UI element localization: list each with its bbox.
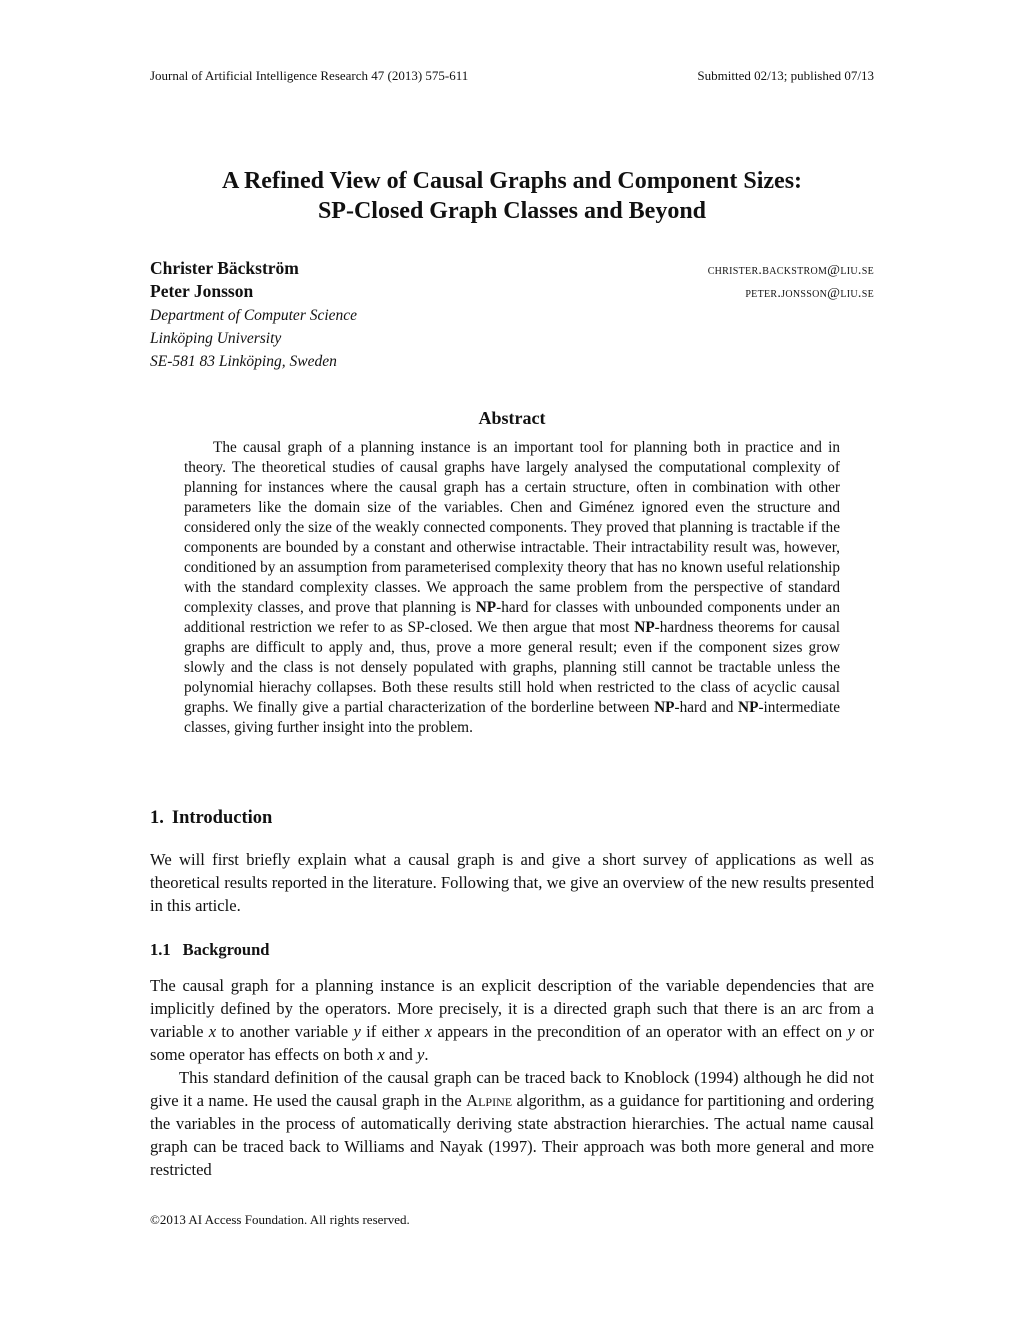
- body-text: appears in the precondition of an operator with an effect on: [432, 1022, 848, 1041]
- abstract-text: -hardness theorems for causal graphs are difficult to apply and, thus, prove a more general result; even if the component sizes grow slowly and the class is not densely populated with graphs, planning still cannot be tractable unless the polynomial hierachy collapses. Both these results still hold when restricted to the class of acyclic causal graphs. We finally give a partial characterization of the borderline between: [184, 619, 840, 716]
- title-line-2: SP-Closed Graph Classes and Beyond: [317, 198, 707, 224]
- introduction-paragraph: We will first briefly explain what a causal graph is and give a short survey of applications as well as theoretical results reported in the literature. Following that, we give an overview of the new results presented in this article.: [150, 850, 874, 915]
- author-name: Christer Bäckström: [150, 258, 299, 278]
- algorithm-name: Alpine: [466, 1091, 513, 1110]
- body-text: if either: [360, 1022, 425, 1041]
- subsection-heading-background: [150, 940, 269, 960]
- section-title: Introduction: [171, 808, 273, 828]
- title-line-1: A Refined View of Causal Graphs and Component Sizes:: [221, 168, 803, 194]
- abstract-text: -hard for classes with unbounded components under an additional restriction we refer to as SP-closed. We then argue that most: [184, 599, 841, 636]
- abstract-text: The causal graph of a planning instance is an important tool for planning both in practice and in theory. The theoretical studies of causal graphs have largely analysed the computational complexity of planning for instances where the causal graph has a certain structure, often in combination with other parameters like the domain size of the variables. Chen and Giménez ignored even the structure and considered only the size of the weakly connected components. They proved that planning is tractable if the components are bounded by a constant and otherwise intractable. Their intractability result was, however, conditioned by an assumption from parameterised complexity theory that has no known useful relationship with the standard complexity classes. We approach the same problem from the perspective of standard complexity classes, and prove that planning is: [184, 439, 840, 616]
- section-heading-introduction: [150, 808, 272, 829]
- math-variable: x: [208, 1022, 217, 1041]
- subsection-number: 1.1: [150, 940, 171, 959]
- abstract-text: -intermediate classes, giving further insight into the problem.: [184, 699, 840, 736]
- running-head: [150, 68, 874, 84]
- body-text: algorithm, as a guidance for partitioning and ordering the variables in the process of automatically deriving state abstraction hierarchies. The actual name causal graph can be traced back to Williams and Nayak (1997). Their approach was both more general and more restricted: [150, 1091, 874, 1179]
- body-text: The causal graph for a planning instance is an explicit description of the variable dependencies that are implicitly defined by the operators. More precisely, it is a directed graph such that there is an arc from a variable: [150, 976, 874, 1041]
- math-variable: x: [377, 1045, 385, 1064]
- author-email: peter.jonsson@liu.se: [745, 286, 874, 301]
- abstract-text: -hard and: [674, 699, 734, 716]
- copyright-symbol: ©: [150, 1212, 160, 1227]
- author-row: [150, 258, 874, 281]
- subsection-title: Background: [182, 940, 270, 959]
- author-row: [150, 281, 874, 304]
- submission-dates: Submitted 02/13; published 07/13: [697, 68, 874, 83]
- body-text: .: [424, 1045, 429, 1064]
- math-variable: y: [416, 1045, 425, 1064]
- abstract-heading: Abstract: [478, 408, 546, 428]
- author-block: [150, 258, 874, 373]
- body-text: to another variable: [216, 1022, 354, 1041]
- author-email: christer.backstrom@liu.se: [707, 263, 874, 278]
- copyright-footer: [150, 1212, 410, 1228]
- affiliation-address: SE-581 83 Linköping, Sweden: [150, 353, 337, 370]
- author-name: Peter Jonsson: [150, 281, 254, 301]
- section-number: 1.: [150, 808, 164, 828]
- background-paragraph-1: [150, 974, 874, 1066]
- paper-title: [100, 166, 924, 226]
- math-variable: y: [353, 1022, 361, 1041]
- np-term: NP: [634, 619, 655, 636]
- body-text: and: [384, 1045, 417, 1064]
- background-text: [150, 974, 874, 1181]
- background-paragraph-2: [150, 1066, 874, 1181]
- body-text: This standard definition of the causal graph can be traced back to Knoblock (1994) although he did not give it a name. He used the causal graph in the: [150, 1068, 874, 1110]
- math-variable: x: [424, 1022, 433, 1041]
- abstract-body: [184, 438, 840, 738]
- affiliation-university: Linköping University: [150, 330, 282, 347]
- np-term: NP: [475, 599, 497, 616]
- journal-citation: Journal of Artificial Intelligence Research 47 (2013) 575-611: [150, 68, 469, 83]
- np-term: NP: [738, 699, 759, 716]
- affiliation-department: Department of Computer Science: [150, 307, 358, 324]
- body-text: or some operator has effects on both: [150, 1022, 874, 1064]
- math-variable: y: [847, 1022, 855, 1041]
- copyright-text: 2013 AI Access Foundation. All rights reserved.: [159, 1212, 410, 1227]
- np-term: NP: [654, 699, 675, 716]
